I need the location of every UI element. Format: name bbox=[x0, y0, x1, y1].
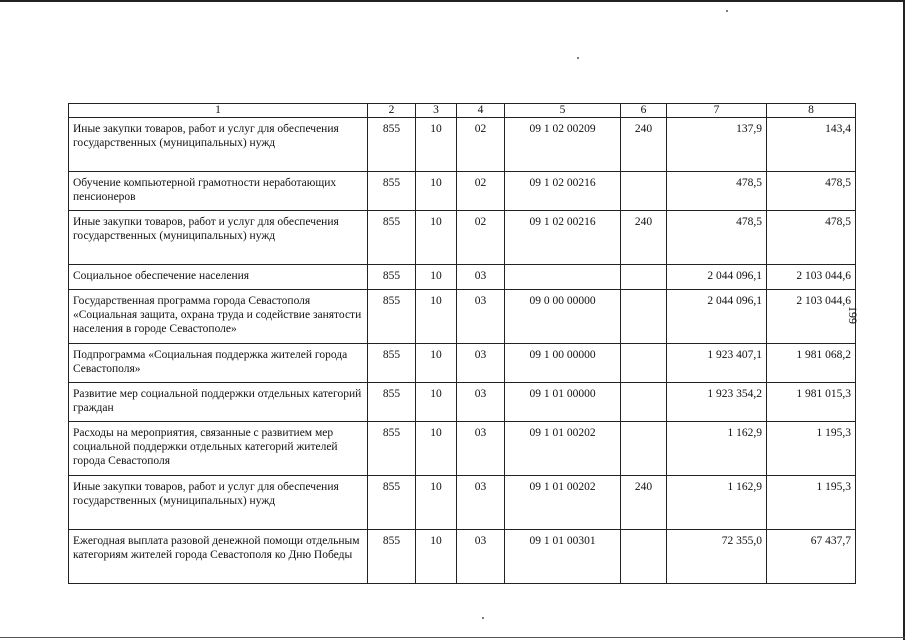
amount-year-2: 1 195,3 bbox=[767, 476, 856, 530]
table-row bbox=[69, 290, 856, 344]
target-article-code: 09 1 01 00301 bbox=[505, 530, 621, 584]
subsection-code: 03 bbox=[457, 476, 505, 530]
subsection-code: 03 bbox=[457, 290, 505, 344]
item-name: Иные закупки товаров, работ и услуг для обеспечения государственных (муниципальных) нужд bbox=[69, 211, 368, 265]
header-col-5: 5 bbox=[505, 104, 621, 118]
target-article-code: 09 1 01 00000 bbox=[505, 383, 621, 422]
subsection-code: 02 bbox=[457, 118, 505, 172]
item-name: Иные закупки товаров, работ и услуг для обеспечения государственных (муниципальных) нужд bbox=[69, 118, 368, 172]
table-row bbox=[69, 211, 856, 265]
expense-type-code bbox=[621, 422, 667, 476]
expense-type-code bbox=[621, 290, 667, 344]
expense-type-code: 240 bbox=[621, 211, 667, 265]
expense-type-code bbox=[621, 172, 667, 211]
table-row bbox=[69, 118, 856, 172]
amount-year-1: 478,5 bbox=[667, 172, 767, 211]
header-col-4: 4 bbox=[457, 104, 505, 118]
subsection-code: 03 bbox=[457, 383, 505, 422]
table-row bbox=[69, 344, 856, 383]
scan-edge-bottom bbox=[0, 637, 905, 638]
header-col-1: 1 bbox=[69, 104, 368, 118]
target-article-code: 09 1 01 00202 bbox=[505, 476, 621, 530]
table-row bbox=[69, 265, 856, 290]
section-code: 10 bbox=[416, 290, 457, 344]
header-row bbox=[69, 104, 856, 118]
expense-type-code bbox=[621, 383, 667, 422]
subsection-code: 03 bbox=[457, 422, 505, 476]
section-code: 10 bbox=[416, 211, 457, 265]
header-col-2: 2 bbox=[368, 104, 416, 118]
amount-year-2: 1 981 015,3 bbox=[767, 383, 856, 422]
expense-type-code: 240 bbox=[621, 118, 667, 172]
header-col-6: 6 bbox=[621, 104, 667, 118]
scan-speck bbox=[482, 617, 484, 619]
target-article-code: 09 0 00 00000 bbox=[505, 290, 621, 344]
item-name: Государственная программа города Севастополя «Социальная защита, охрана труда и содействие занятости населения в городе Севастополе» bbox=[69, 290, 368, 344]
table-row bbox=[69, 530, 856, 584]
budget-table bbox=[68, 103, 856, 584]
ministry-code: 855 bbox=[368, 530, 416, 584]
table-row bbox=[69, 172, 856, 211]
amount-year-1: 72 355,0 bbox=[667, 530, 767, 584]
table-header bbox=[69, 104, 856, 118]
ministry-code: 855 bbox=[368, 211, 416, 265]
ministry-code: 855 bbox=[368, 383, 416, 422]
amount-year-2: 478,5 bbox=[767, 211, 856, 265]
ministry-code: 855 bbox=[368, 118, 416, 172]
amount-year-2: 478,5 bbox=[767, 172, 856, 211]
table-row bbox=[69, 422, 856, 476]
subsection-code: 03 bbox=[457, 530, 505, 584]
ministry-code: 855 bbox=[368, 344, 416, 383]
subsection-code: 02 bbox=[457, 172, 505, 211]
section-code: 10 bbox=[416, 344, 457, 383]
ministry-code: 855 bbox=[368, 476, 416, 530]
amount-year-1: 1 162,9 bbox=[667, 422, 767, 476]
amount-year-2: 2 103 044,6 bbox=[767, 290, 856, 344]
item-name: Ежегодная выплата разовой денежной помощи отдельным категориям жителей города Севастополя ко Дню Победы bbox=[69, 530, 368, 584]
subsection-code: 03 bbox=[457, 344, 505, 383]
section-code: 10 bbox=[416, 476, 457, 530]
amount-year-2: 143,4 bbox=[767, 118, 856, 172]
amount-year-2: 2 103 044,6 bbox=[767, 265, 856, 290]
item-name: Иные закупки товаров, работ и услуг для обеспечения государственных (муниципальных) нужд bbox=[69, 476, 368, 530]
section-code: 10 bbox=[416, 530, 457, 584]
table-row bbox=[69, 383, 856, 422]
amount-year-1: 2 044 096,1 bbox=[667, 290, 767, 344]
item-name: Обучение компьютерной грамотности неработающих пенсионеров bbox=[69, 172, 368, 211]
page-number: 199 bbox=[846, 306, 860, 324]
ministry-code: 855 bbox=[368, 172, 416, 211]
item-name: Развитие мер социальной поддержки отдельных категорий граждан bbox=[69, 383, 368, 422]
expense-type-code bbox=[621, 530, 667, 584]
amount-year-1: 1 923 354,2 bbox=[667, 383, 767, 422]
target-article-code: 09 1 02 00209 bbox=[505, 118, 621, 172]
expense-type-code: 240 bbox=[621, 476, 667, 530]
section-code: 10 bbox=[416, 265, 457, 290]
section-code: 10 bbox=[416, 422, 457, 476]
item-name: Расходы на мероприятия, связанные с развитием мер социальной поддержки отдельных категорий жителей города Севастополя bbox=[69, 422, 368, 476]
target-article-code: 09 1 02 00216 bbox=[505, 211, 621, 265]
amount-year-1: 1 162,9 bbox=[667, 476, 767, 530]
header-col-7: 7 bbox=[667, 104, 767, 118]
ministry-code: 855 bbox=[368, 422, 416, 476]
item-name: Социальное обеспечение населения bbox=[69, 265, 368, 290]
expense-type-code bbox=[621, 265, 667, 290]
ministry-code: 855 bbox=[368, 290, 416, 344]
section-code: 10 bbox=[416, 383, 457, 422]
amount-year-1: 1 923 407,1 bbox=[667, 344, 767, 383]
section-code: 10 bbox=[416, 118, 457, 172]
scan-speck bbox=[726, 10, 728, 12]
amount-year-2: 1 981 068,2 bbox=[767, 344, 856, 383]
subsection-code: 02 bbox=[457, 211, 505, 265]
amount-year-1: 2 044 096,1 bbox=[667, 265, 767, 290]
target-article-code: 09 1 00 00000 bbox=[505, 344, 621, 383]
scan-speck bbox=[577, 57, 579, 59]
target-article-code bbox=[505, 265, 621, 290]
expense-type-code bbox=[621, 344, 667, 383]
subsection-code: 03 bbox=[457, 265, 505, 290]
amount-year-1: 137,9 bbox=[667, 118, 767, 172]
table-body bbox=[69, 118, 856, 584]
table-row bbox=[69, 476, 856, 530]
amount-year-2: 1 195,3 bbox=[767, 422, 856, 476]
header-col-3: 3 bbox=[416, 104, 457, 118]
amount-year-2: 67 437,7 bbox=[767, 530, 856, 584]
ministry-code: 855 bbox=[368, 265, 416, 290]
target-article-code: 09 1 02 00216 bbox=[505, 172, 621, 211]
target-article-code: 09 1 01 00202 bbox=[505, 422, 621, 476]
item-name: Подпрограмма «Социальная поддержка жителей города Севастополя» bbox=[69, 344, 368, 383]
scan-edge-top bbox=[0, 0, 905, 2]
section-code: 10 bbox=[416, 172, 457, 211]
header-col-8: 8 bbox=[767, 104, 856, 118]
amount-year-1: 478,5 bbox=[667, 211, 767, 265]
